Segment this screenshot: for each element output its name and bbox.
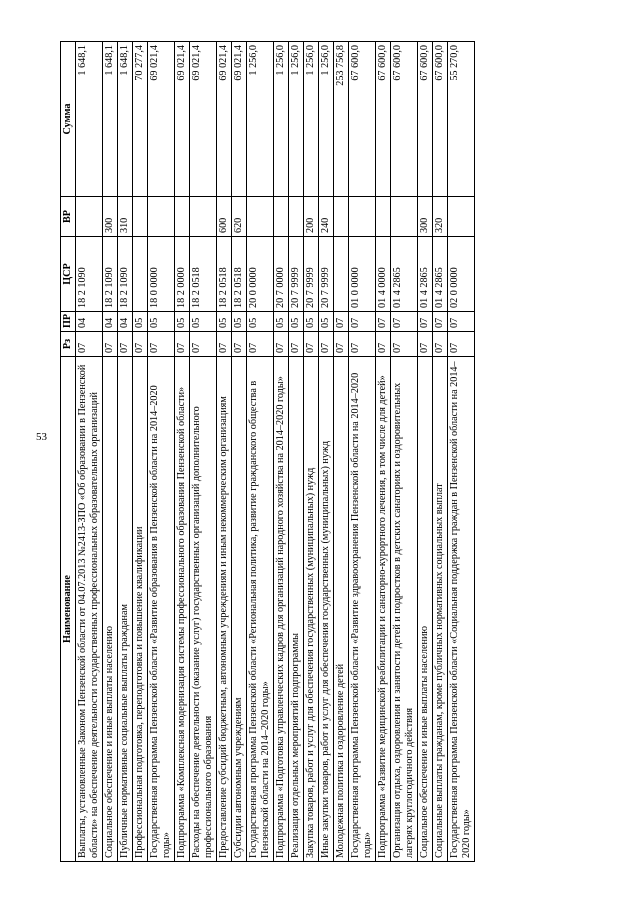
cell-csr: 20 7 9999: [319, 237, 334, 312]
cell-rz: 07: [289, 332, 304, 357]
cell-vr: [76, 197, 103, 237]
header-pr: ПР: [61, 312, 76, 332]
cell-name: Организация отдыха, оздоровления и занятости детей и подростков в детских санаториях и оздоровительных лагерях круглогодичного действия: [391, 357, 418, 862]
cell-rz: 07: [391, 332, 418, 357]
cell-sum: 1 648,1: [76, 42, 103, 197]
cell-csr: 18 2 0518: [217, 237, 232, 312]
cell-sum: 69 021,4: [217, 42, 232, 197]
cell-vr: 310: [118, 197, 133, 237]
table-row: [319, 42, 334, 862]
cell-vr: [334, 197, 349, 237]
cell-pr: 05: [289, 312, 304, 332]
cell-name: Подпрограмма «Подготовка управленческих кадров для организаций народного хозяйства на 2014–2020 годы»: [274, 357, 289, 862]
cell-name: Государственная программа Пензенской области «Развитие образования в Пензенской области на 2014–2020 годы»: [148, 357, 175, 862]
cell-rz: 07: [76, 332, 103, 357]
cell-name: Закупка товаров, работ и услуг для обеспечения государственных (муниципальных) нужд: [304, 357, 319, 862]
cell-vr: [133, 197, 148, 237]
cell-rz: 07: [334, 332, 349, 357]
page-number: 53: [36, 431, 47, 443]
cell-csr: [133, 237, 148, 312]
table-row: [349, 42, 376, 862]
table-row: [448, 42, 475, 862]
cell-rz: 07: [133, 332, 148, 357]
cell-pr: 05: [274, 312, 289, 332]
table-row: [334, 42, 349, 862]
table-row: [175, 42, 190, 862]
cell-sum: 1 648,1: [118, 42, 133, 197]
cell-pr: 04: [118, 312, 133, 332]
cell-pr: 05: [133, 312, 148, 332]
cell-sum: 67 600,0: [349, 42, 376, 197]
cell-csr: 20 7 9999: [289, 237, 304, 312]
cell-vr: [376, 197, 391, 237]
cell-name: Государственная программа Пензенской области «Социальная поддержка граждан в Пензенской области на 2014–2020 годы»: [448, 357, 475, 862]
cell-rz: 07: [274, 332, 289, 357]
cell-name: Подпрограмма «Комплексная модернизация системы профессионального образования Пензенской области»: [175, 357, 190, 862]
cell-sum: 69 021,4: [190, 42, 217, 197]
cell-vr: [148, 197, 175, 237]
cell-rz: 07: [148, 332, 175, 357]
cell-vr: [175, 197, 190, 237]
cell-pr: 05: [148, 312, 175, 332]
cell-sum: 67 600,0: [433, 42, 448, 197]
table-row: [418, 42, 433, 862]
cell-pr: 05: [304, 312, 319, 332]
cell-pr: 05: [232, 312, 247, 332]
cell-pr: 07: [391, 312, 418, 332]
cell-pr: 07: [349, 312, 376, 332]
cell-name: Подпрограмма «Развитие медицинской реабилитации и санаторно-курортного лечения, в том числе для детей»: [376, 357, 391, 862]
cell-sum: 253 756,8: [334, 42, 349, 197]
cell-csr: 01 0 0000: [349, 237, 376, 312]
rotated-table-container: [60, 42, 590, 862]
cell-vr: [190, 197, 217, 237]
cell-name: Социальное обеспечение и иные выплаты населению: [103, 357, 118, 862]
header-vr: ВР: [61, 197, 76, 237]
cell-vr: [349, 197, 376, 237]
cell-pr: 07: [418, 312, 433, 332]
cell-csr: 20 7 9999: [304, 237, 319, 312]
cell-sum: 1 256,0: [247, 42, 274, 197]
table-row: [232, 42, 247, 862]
cell-pr: 07: [376, 312, 391, 332]
cell-csr: 01 4 2865: [391, 237, 418, 312]
cell-rz: 07: [190, 332, 217, 357]
cell-rz: 07: [418, 332, 433, 357]
cell-csr: 18 2 0518: [190, 237, 217, 312]
cell-pr: 05: [190, 312, 217, 332]
cell-sum: 67 600,0: [418, 42, 433, 197]
cell-sum: 1 256,0: [289, 42, 304, 197]
table-row: [133, 42, 148, 862]
cell-csr: 01 4 0000: [376, 237, 391, 312]
cell-pr: 05: [247, 312, 274, 332]
table-row: [433, 42, 448, 862]
cell-rz: 07: [247, 332, 274, 357]
cell-csr: 18 2 1090: [118, 237, 133, 312]
cell-rz: 07: [433, 332, 448, 357]
cell-rz: 07: [217, 332, 232, 357]
cell-name: Профессиональная подготовка, переподготовка и повышение квалификации: [133, 357, 148, 862]
cell-csr: 18 2 1090: [103, 237, 118, 312]
cell-pr: 07: [334, 312, 349, 332]
cell-name: Выплаты, установленные Законом Пензенской области от 04.07.2013 №2413-ЗПО «Об образовании в Пензенской области» на обеспечение деятельности государственных профессиональных образовательных организаций: [76, 357, 103, 862]
cell-name: Реализация отдельных мероприятий подпрограммы: [289, 357, 304, 862]
table-row: [190, 42, 217, 862]
cell-sum: 1 648,1: [103, 42, 118, 197]
cell-sum: 69 021,4: [232, 42, 247, 197]
cell-sum: 67 600,0: [376, 42, 391, 197]
cell-pr: 05: [175, 312, 190, 332]
header-sum: Сумма: [61, 42, 76, 197]
cell-vr: 300: [418, 197, 433, 237]
cell-csr: 01 4 2865: [433, 237, 448, 312]
cell-csr: 01 4 2865: [418, 237, 433, 312]
cell-name: Публичные нормативные социальные выплаты гражданам: [118, 357, 133, 862]
cell-name: Иные закупки товаров, работ и услуг для обеспечения государственных (муниципальных) нужд: [319, 357, 334, 862]
cell-sum: 1 256,0: [319, 42, 334, 197]
cell-csr: 20 7 0000: [274, 237, 289, 312]
cell-csr: 02 0 0000: [448, 237, 475, 312]
cell-pr: 04: [76, 312, 103, 332]
cell-name: Социальное обеспечение и иные выплаты населению: [418, 357, 433, 862]
table-row: [247, 42, 274, 862]
header-name: Наименование: [61, 357, 76, 862]
cell-vr: 200: [304, 197, 319, 237]
cell-csr: 18 2 1090: [76, 237, 103, 312]
cell-csr: 18 2 0000: [175, 237, 190, 312]
cell-sum: 1 256,0: [304, 42, 319, 197]
table-row: [118, 42, 133, 862]
table-row: [304, 42, 319, 862]
cell-vr: 240: [319, 197, 334, 237]
cell-pr: 04: [103, 312, 118, 332]
header-rz: Рз: [61, 332, 76, 357]
cell-sum: 70 277,4: [133, 42, 148, 197]
cell-name: Государственная программа Пензенской области «Региональная политика, развитие гражданского общества в Пензенской области на 2014–2020 годы»: [247, 357, 274, 862]
cell-pr: 05: [217, 312, 232, 332]
cell-rz: 07: [175, 332, 190, 357]
cell-vr: [391, 197, 418, 237]
cell-pr: 07: [448, 312, 475, 332]
cell-name: Субсидии автономным учреждениям: [232, 357, 247, 862]
cell-csr: 18 0 0000: [148, 237, 175, 312]
cell-pr: 05: [319, 312, 334, 332]
cell-sum: 55 270,0: [448, 42, 475, 197]
table-row: [391, 42, 418, 862]
cell-pr: 07: [433, 312, 448, 332]
cell-name: Государственная программа Пензенской области «Развитие здравоохранения Пензенской области на 2014–2020 годы»: [349, 357, 376, 862]
cell-vr: 600: [217, 197, 232, 237]
table-row: [103, 42, 118, 862]
cell-rz: 07: [376, 332, 391, 357]
cell-sum: 1 256,0: [274, 42, 289, 197]
table-body: [76, 42, 475, 862]
table-row: [217, 42, 232, 862]
cell-csr: 20 0 0000: [247, 237, 274, 312]
table-row: [289, 42, 304, 862]
cell-rz: 07: [448, 332, 475, 357]
cell-csr: [334, 237, 349, 312]
budget-table: [60, 41, 475, 862]
cell-rz: 07: [304, 332, 319, 357]
cell-rz: 07: [319, 332, 334, 357]
cell-name: Расходы на обеспечение деятельности (оказание услуг) государственных организаций дополнительного профессионального образования: [190, 357, 217, 862]
table-row: [148, 42, 175, 862]
cell-sum: 69 021,4: [148, 42, 175, 197]
cell-sum: 69 021,4: [175, 42, 190, 197]
cell-rz: 07: [232, 332, 247, 357]
cell-vr: [448, 197, 475, 237]
table-row: [274, 42, 289, 862]
cell-name: Предоставление субсидий бюджетным, автономным учреждениям и иным некоммерческим организациям: [217, 357, 232, 862]
cell-name: Молодежная политика и оздоровление детей: [334, 357, 349, 862]
cell-vr: [247, 197, 274, 237]
table-header-row: [61, 42, 76, 862]
cell-csr: 18 2 0518: [232, 237, 247, 312]
cell-rz: 07: [118, 332, 133, 357]
cell-vr: 320: [433, 197, 448, 237]
cell-vr: [289, 197, 304, 237]
table-row: [376, 42, 391, 862]
table-row: [76, 42, 103, 862]
cell-name: Социальные выплаты гражданам, кроме публичных нормативных социальных выплат: [433, 357, 448, 862]
cell-vr: 620: [232, 197, 247, 237]
cell-vr: 300: [103, 197, 118, 237]
cell-sum: 67 600,0: [391, 42, 418, 197]
cell-rz: 07: [349, 332, 376, 357]
cell-rz: 07: [103, 332, 118, 357]
cell-vr: [274, 197, 289, 237]
header-csr: ЦСР: [61, 237, 76, 312]
